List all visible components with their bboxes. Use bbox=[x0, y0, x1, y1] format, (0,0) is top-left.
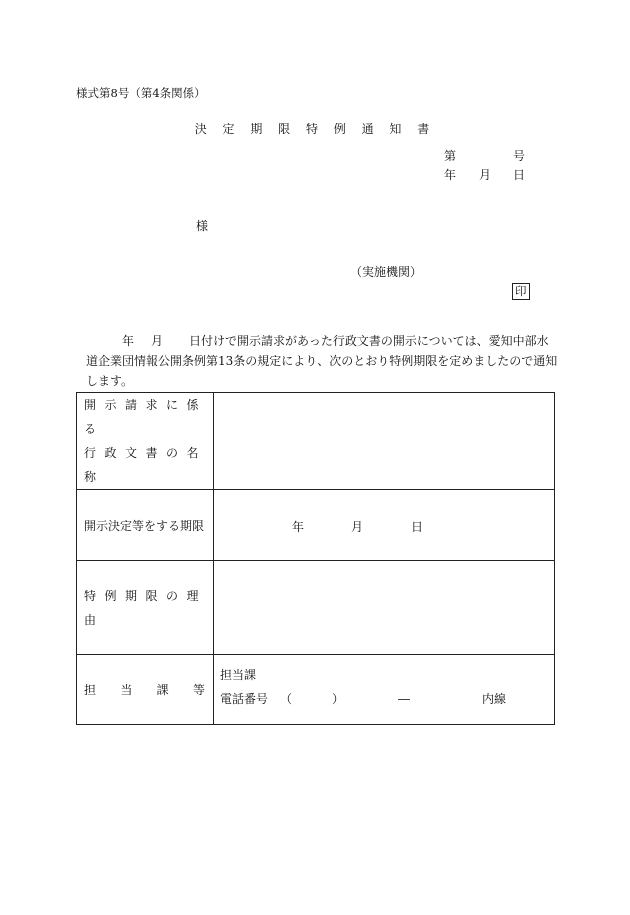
value-deadline[interactable] bbox=[214, 490, 555, 561]
value-reason[interactable] bbox=[214, 561, 555, 655]
contact-label-char-1: 担 bbox=[84, 683, 97, 697]
table-row-document-name bbox=[77, 393, 555, 490]
label-line-1: 開示請求に係る bbox=[84, 398, 208, 436]
deadline-year: 年 bbox=[292, 520, 305, 534]
contact-label-char-2: 当 bbox=[120, 683, 133, 697]
contact-label-char-3: 課 bbox=[156, 683, 169, 697]
date-year-label: 年 bbox=[444, 168, 457, 182]
label-deadline: 開示決定等をする期限 bbox=[77, 490, 214, 561]
phone-extension: 内線 bbox=[482, 692, 507, 706]
body-line-1-text: 日付けで開示請求があった行政文書の開示については、愛知中部水 bbox=[189, 334, 549, 348]
table-row-reason bbox=[77, 561, 555, 655]
phone-paren-open: （ bbox=[280, 692, 293, 706]
table-row-deadline bbox=[77, 490, 555, 561]
label-document-name bbox=[77, 393, 214, 490]
body-month: 月 bbox=[151, 334, 164, 348]
notice-body bbox=[86, 331, 560, 391]
date-month-label: 月 bbox=[479, 168, 492, 182]
deadline-day: 日 bbox=[411, 520, 424, 534]
body-line-3: します。 bbox=[86, 374, 134, 388]
phone-label: 電話番号 bbox=[220, 692, 269, 706]
label-contact bbox=[77, 655, 214, 725]
label-line-2: 行政文書の名称 bbox=[84, 446, 208, 484]
value-document-name[interactable] bbox=[214, 393, 555, 490]
value-contact[interactable] bbox=[214, 655, 555, 725]
contact-department: 担当課 bbox=[220, 668, 257, 682]
number-prefix: 第 bbox=[444, 149, 457, 163]
number-suffix: 号 bbox=[513, 149, 526, 163]
addressee-honorific: 様 bbox=[196, 219, 209, 233]
seal-mark: 印 bbox=[512, 283, 530, 300]
table-row-contact bbox=[77, 655, 555, 725]
date-day-label: 日 bbox=[513, 168, 526, 182]
body-line-1 bbox=[90, 331, 560, 351]
phone-paren-close: ） bbox=[332, 692, 345, 706]
form-number: 様式第8号（第4条関係） bbox=[76, 86, 206, 100]
contact-phone bbox=[220, 687, 554, 711]
phone-dash: ― bbox=[398, 692, 410, 706]
contact-label-char-4: 等 bbox=[192, 683, 205, 697]
document-title: 決 定 期 限 特 例 通 知 書 bbox=[194, 122, 436, 136]
body-line-2: 道企業団情報公開条例第13条の規定により、次のとおり特例期限を定めましたので通知 bbox=[86, 354, 558, 368]
body-year: 年 bbox=[122, 334, 135, 348]
notice-table bbox=[76, 392, 555, 725]
sender-agency: （実施機関） bbox=[350, 265, 423, 279]
label-reason: 特例期限の理由 bbox=[77, 561, 214, 655]
deadline-month: 月 bbox=[351, 520, 364, 534]
